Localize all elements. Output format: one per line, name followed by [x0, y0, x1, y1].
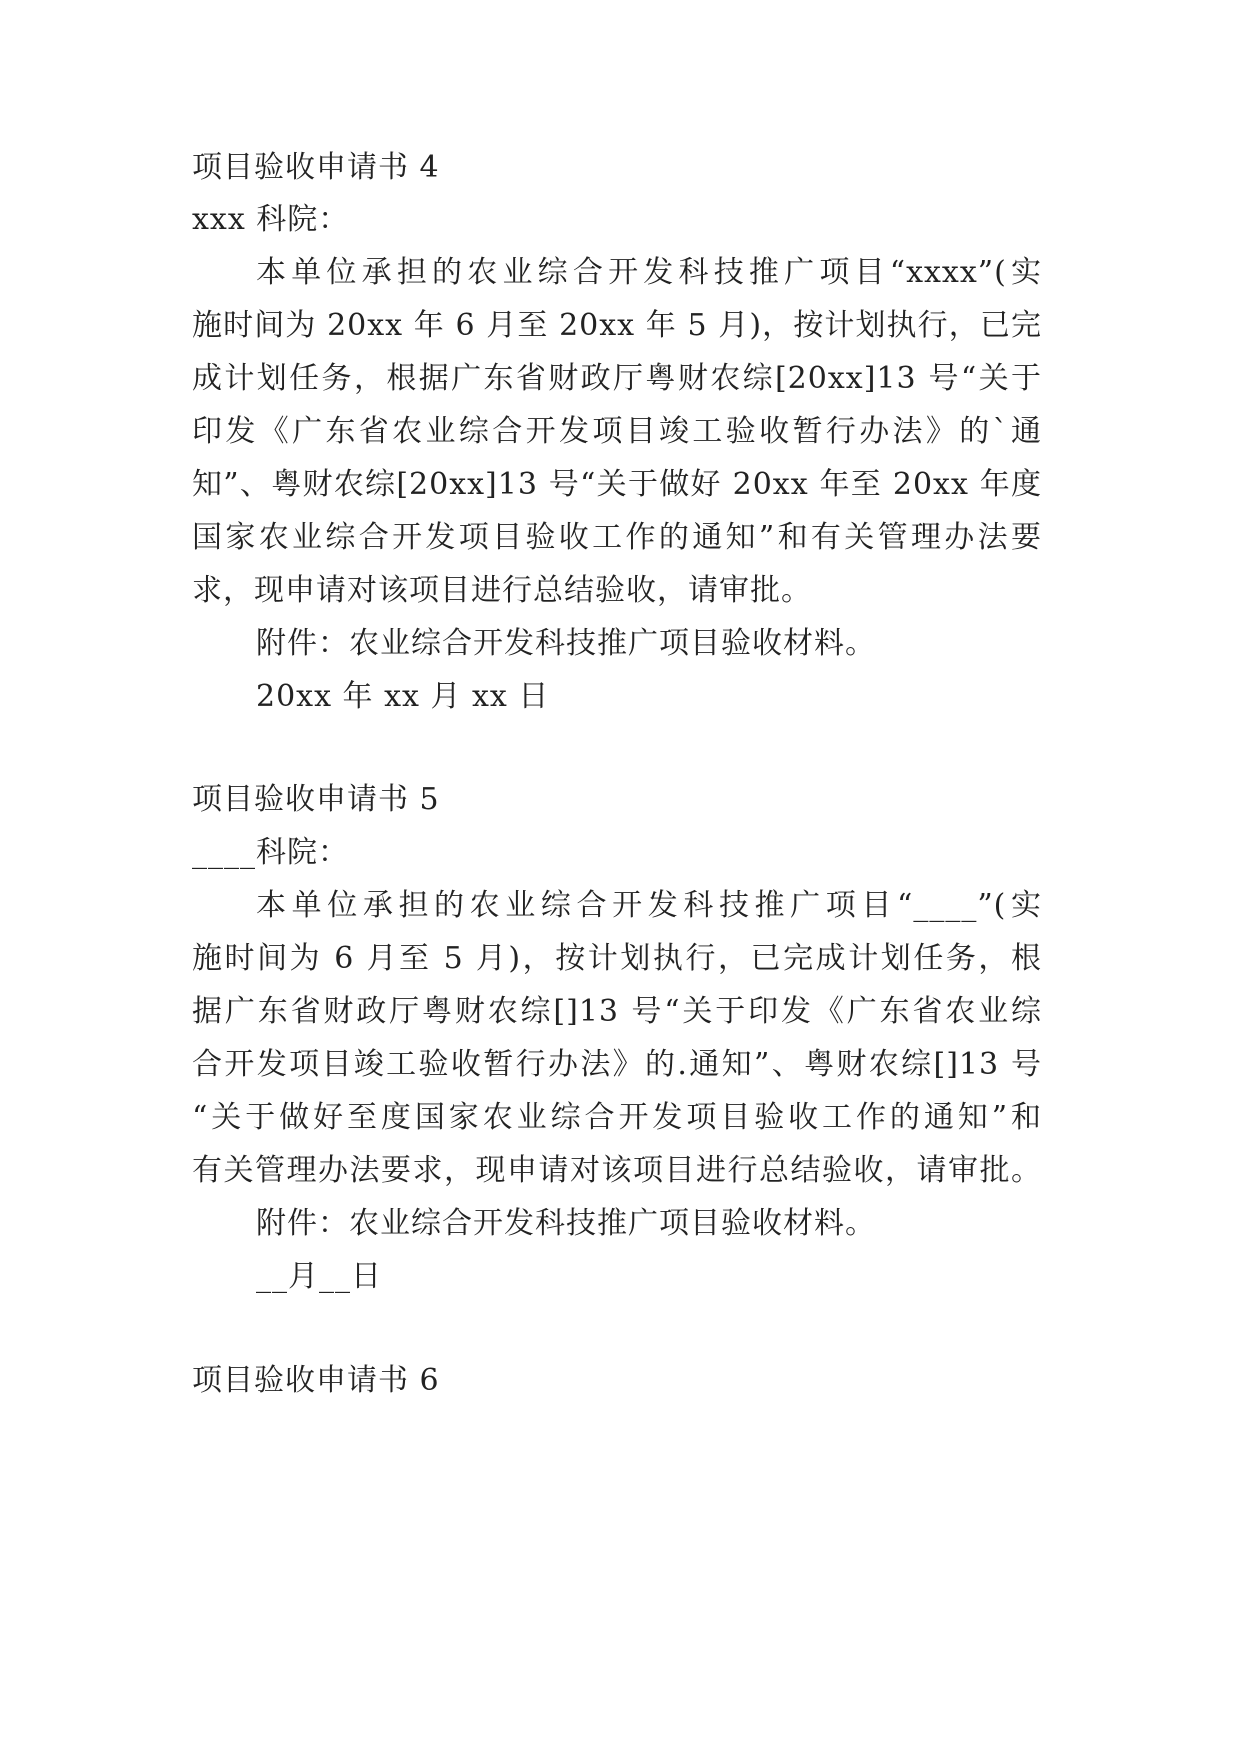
section-title: 项目验收申请书 6 — [192, 1363, 440, 1398]
body-line: 本单位承担的农业综合开发科技推广项目“____”(实 — [256, 888, 1042, 923]
body-line: 据广东省财政厅粤财农综[]13 号“关于印发《广东省农业综 — [192, 994, 1042, 1029]
salutation: ____科院： — [192, 835, 349, 870]
salutation: xxx 科院： — [192, 202, 350, 237]
body-line: 合开发项目竣工验收暂行办法》的.通知”、粤财农综[]13 号 — [192, 1047, 1042, 1082]
date-line: 20xx 年 xx 月 xx 日 — [256, 679, 550, 714]
body-line: 求，现申请对该项目进行总结验收，请审批。 — [192, 573, 812, 608]
body-line: 有关管理办法要求，现申请对该项目进行总结验收，请审批。 — [192, 1153, 1042, 1188]
body-line: 知”、粤财农综[20xx]13 号“关于做好 20xx 年至 20xx 年度 — [192, 467, 1042, 502]
section-title: 项目验收申请书 5 — [192, 782, 440, 817]
attachment-note: 附件：农业综合开发科技推广项目验收材料。 — [256, 626, 876, 661]
attachment-note: 附件：农业综合开发科技推广项目验收材料。 — [256, 1206, 876, 1241]
date-line: __月__日 — [256, 1259, 382, 1294]
body-line: 印发《广东省农业综合开发项目竣工验收暂行办法》的`通 — [192, 414, 1042, 449]
body-line: 施时间为 6 月至 5 月)，按计划执行，已完成计划任务，根 — [192, 941, 1042, 976]
body-line: 施时间为 20xx 年 6 月至 20xx 年 5 月)，按计划执行，已完 — [192, 308, 1042, 343]
body-line: 国家农业综合开发项目验收工作的通知”和有关管理办法要 — [192, 520, 1042, 555]
body-line: 成计划任务，根据广东省财政厅粤财农综[20xx]13 号“关于 — [192, 361, 1042, 396]
body-line: 本单位承担的农业综合开发科技推广项目“xxxx”(实 — [256, 255, 1042, 290]
section-title: 项目验收申请书 4 — [192, 150, 440, 185]
body-line: “关于做好至度国家农业综合开发项目验收工作的通知”和 — [192, 1100, 1042, 1135]
